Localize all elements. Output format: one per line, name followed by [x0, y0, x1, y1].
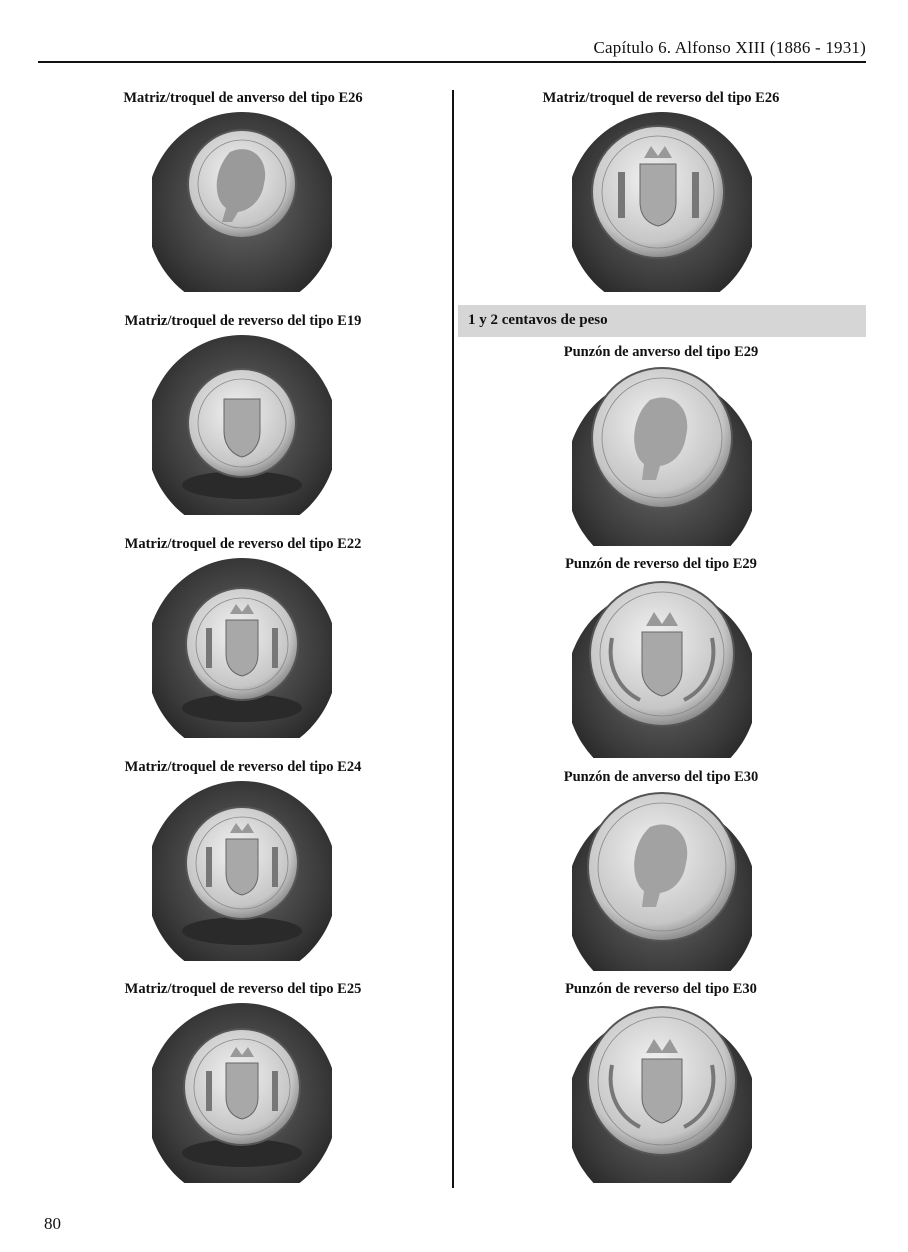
punch-photo-anverso-e30	[572, 791, 752, 971]
caption-reverso-e25: Matriz/troquel de reverso del tipo E25	[124, 981, 362, 997]
die-photo-anverso-e26	[152, 112, 332, 292]
punch-photo-reverso-e29	[572, 578, 752, 758]
caption-punzon-reverso-e29: Punzón de reverso del tipo E29	[565, 556, 757, 572]
die-photo-reverso-e19	[152, 335, 332, 515]
column-divider	[452, 90, 454, 1188]
caption-punzon-anverso-e30: Punzón de anverso del tipo E30	[563, 769, 759, 785]
caption-reverso-e24: Matriz/troquel de reverso del tipo E24	[124, 759, 362, 775]
page-number: 80	[44, 1214, 61, 1233]
caption-anverso-e26: Matriz/troquel de anverso del tipo E26	[123, 90, 363, 106]
punch-photo-anverso-e29	[572, 366, 752, 546]
caption-punzon-reverso-e30: Punzón de reverso del tipo E30	[565, 981, 757, 997]
die-photo-reverso-e24	[152, 781, 332, 961]
die-photo-reverso-e22	[152, 558, 332, 738]
die-photo-reverso-e25	[152, 1003, 332, 1183]
caption-reverso-e22: Matriz/troquel de reverso del tipo E22	[124, 536, 362, 552]
section-title: 1 y 2 centavos de peso	[468, 312, 608, 328]
die-photo-reverso-e26	[572, 112, 752, 292]
caption-reverso-e26: Matriz/troquel de reverso del tipo E26	[542, 90, 780, 106]
punch-photo-reverso-e30	[572, 1003, 752, 1183]
header-rule	[38, 61, 866, 63]
caption-reverso-e19: Matriz/troquel de reverso del tipo E19	[124, 313, 362, 329]
running-title: Capítulo 6. Alfonso XIII (1886 - 1931)	[593, 38, 866, 57]
caption-punzon-anverso-e29: Punzón de anverso del tipo E29	[563, 344, 759, 360]
section-header-1-2-centavos	[458, 305, 866, 337]
